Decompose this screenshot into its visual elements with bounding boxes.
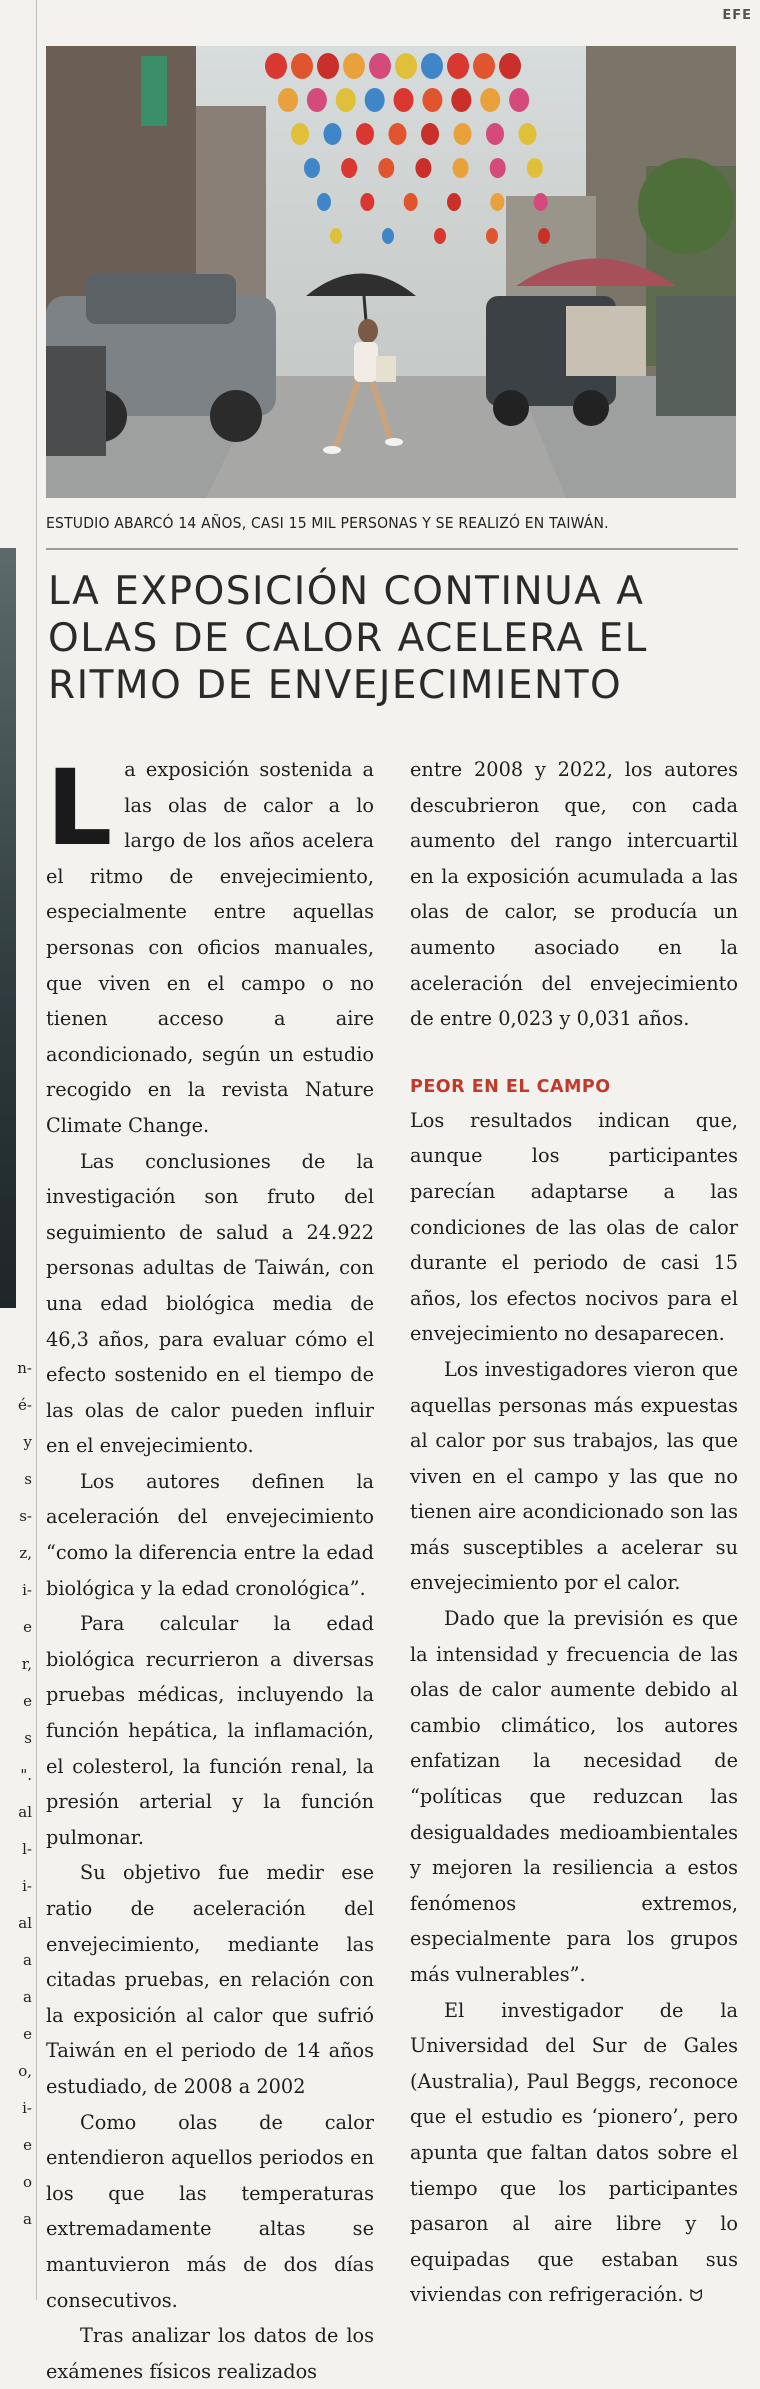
paragraph-continued: entre 2008 y 2022, los autores descubrieron que, con cada aumento del rango intercuartil en la exposición acumulada a las olas de calor, se producía un aumento asociado en la aceleración del envejecimiento de entre 0,023 y 0,031 años. [410,758,738,1031]
street-photo-icon [46,46,736,498]
lantern-icon [422,88,442,112]
paragraph: Para calcular la edad biológica recurrieron a diversas pruebas médicas, incluyendo la función hepática, la inflamación, el colesterol, la función renal, la presión arterial y la función pulmonar. [46,1612,374,1849]
lantern-icon [365,88,385,112]
lantern-icon [360,193,374,211]
lantern-icon [480,88,500,112]
section-subhead: PEOR EN EL CAMPO [410,1076,611,1097]
lantern-icon [394,88,414,112]
lantern-icon [317,53,339,79]
lantern-icon [356,123,374,145]
edge-fragment: e [23,2136,32,2154]
paragraph: Las conclusiones de la investigación son fruto del seguimiento de salud a 24.922 personas adultas de Taiwán, con una edad biológica media de 46,3 años, para evaluar cómo el efecto sostenido en el tiempo de las olas de calor pueden influir en el envejecimiento. [46,1149,374,1458]
lantern-icon [447,53,469,79]
article-column-2 [410,752,738,2314]
edge-fragment: i- [22,1877,32,1895]
edge-fragment: al [18,1803,32,1821]
paragraph-last [410,1993,738,2314]
lantern-icon [434,228,446,244]
paragraph: Los autores definen la aceleración del envejecimiento “como la diferencia entre la edad biológica y la edad cronológica”. [46,1469,374,1600]
lantern-icon [453,158,469,178]
end-of-article-icon: ᗢ [689,2286,703,2306]
lantern-icon [265,53,287,79]
lantern-icon [490,158,506,178]
caption-divider [46,548,738,550]
edge-fragment: a [23,2210,32,2228]
edge-fragment: o, [18,2062,32,2080]
paragraph: Dado que la previsión es que la intensidad y frecuencia de las olas de calor aumente debido al cambio climático, los autores enfatizan la necesidad de “políticas que reduzcan las desigualdades medioambientales y mejoren la resiliencia a estos fenómenos extremos, especialmente para los grupos más vulnerables”. [410,1607,738,1986]
lantern-icon [454,123,472,145]
lantern-icon [421,123,439,145]
lantern-icon [421,53,443,79]
edge-fragment: y [23,1433,32,1451]
edge-fragment: r, [21,1655,32,1673]
paragraph-last-text: El investigador de la Universidad del Sur de Gales (Australia), Paul Beggs, reconoce que el estudio es ‘pionero’, pero apunta que faltan datos sobre el tiempo que los participantes pasaron al aire libre y lo equipadas que estaban sus viviendas con refrigeración. [410,1998,738,2307]
lantern-icon [534,193,548,211]
lantern-icon [415,158,431,178]
lantern-icon [395,53,417,79]
lantern-icon [527,158,543,178]
lantern-icon [291,53,313,79]
edge-fragment: ". [20,1766,32,1784]
lantern-icon [324,123,342,145]
paragraph: Los investigadores vieron que aquellas personas más expuestas al calor por sus trabajos, las que viven en el campo y las que no tienen aire acondicionado son las más susceptibles a acelerar su envejecimiento por el calor. [410,1357,738,1595]
article-column-1 [46,747,374,2389]
lantern-icon [538,228,550,244]
previous-article-photo-edge [0,548,16,1308]
lantern-icon [291,123,309,145]
edge-fragment: e [23,1692,32,1710]
lantern-icon [343,53,365,79]
photo-credit: EFE [722,8,752,23]
lantern-icon [519,123,537,145]
lantern-icon [499,53,521,79]
paragraph: Tras analizar los datos de los exámenes físicos realizados [46,2324,374,2383]
lantern-icon [330,228,342,244]
lantern-icon [447,193,461,211]
lantern-icon [486,228,498,244]
edge-fragment: s- [19,1507,32,1525]
lantern-icon [451,88,471,112]
article-photo [46,46,736,498]
edge-fragment: n- [17,1359,32,1377]
lantern-icon [304,158,320,178]
photo-caption: ESTUDIO ABARCÓ 14 AÑOS, CASI 15 MIL PERSONAS Y SE REALIZÓ EN TAIWÁN. [46,514,609,532]
paragraph: Los resultados indican que, aunque los participantes parecían adaptarse a las condiciones de las olas de calor durante el periodo de casi 15 años, los efectos nocivos para el envejecimiento no desaparecen. [410,1108,738,1346]
edge-fragment: o [22,2173,32,2191]
drop-cap: L [46,747,113,869]
lantern-icon [509,88,529,112]
edge-fragment: al [18,1914,32,1932]
lantern-icon [473,53,495,79]
paragraph: Como olas de calor entendieron aquellos periodos en los que las temperaturas extremadamente altas se mantuvieron más de dos días consecutivos. [46,2110,374,2312]
edge-fragment: s [24,1470,32,1488]
paragraph: Su objetivo fue medir ese ratio de aceleración del envejecimiento, mediante las citadas pruebas, en relación con la exposición al calor que sufrió Taiwán en el periodo de 14 años estudiado, de 2008 a 2002 [46,1861,374,2098]
lantern-icon [341,158,357,178]
lantern-icon [382,228,394,244]
edge-fragment: z, [19,1544,32,1562]
paragraph-1-text: a exposición sostenida a las olas de calor a lo largo de los años acelera el ritmo de envejecimiento, especialmente entre aquellas personas con oficios manuales, que viven en el campo o no tienen acceso a aire acondicionado, según un estudio recogido en la revista Nature Climate Change. [46,758,374,1137]
edge-fragment: e [23,1618,32,1636]
edge-fragment: i- [22,1581,32,1599]
lantern-icon [278,88,298,112]
edge-fragment: é- [18,1396,32,1414]
edge-fragment: s [24,1729,32,1747]
lantern-icon [369,53,391,79]
edge-fragment: e [23,2025,32,2043]
article-headline: LA EXPOSICIÓN CONTINUA A OLAS DE CALOR ACELERA EL RITMO DE ENVEJECIMIENTO [48,569,648,708]
edge-fragment: i- [22,2099,32,2117]
lantern-icon [307,88,327,112]
edge-fragment: a [23,1988,32,2006]
edge-fragment: a [23,1951,32,1969]
lantern-icon [336,88,356,112]
lantern-icon [317,193,331,211]
edge-fragment: l- [22,1840,32,1858]
lantern-icon [486,123,504,145]
lantern-icon [404,193,418,211]
lantern-icon [490,193,504,211]
lantern-icon [389,123,407,145]
lantern-icon [378,158,394,178]
paragraph-1 [46,747,374,1144]
